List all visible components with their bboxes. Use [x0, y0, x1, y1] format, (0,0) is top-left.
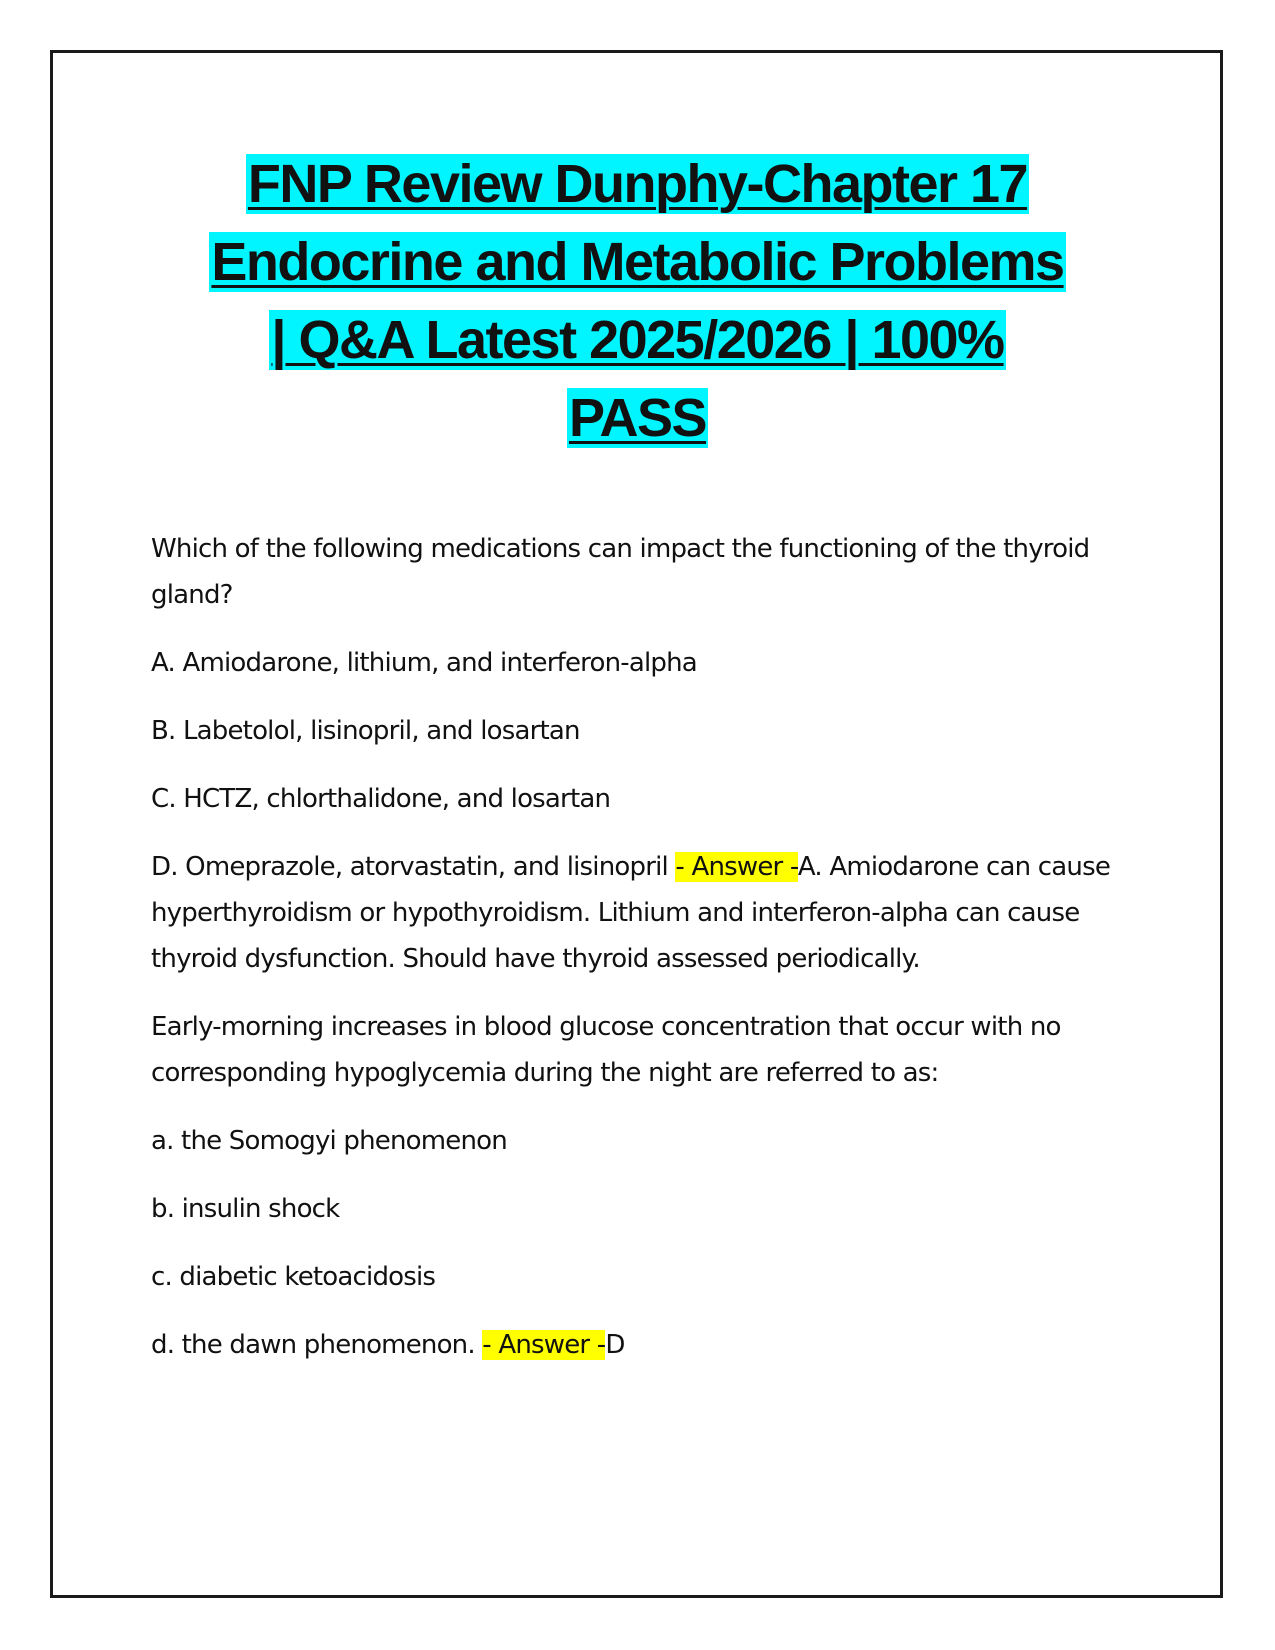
question-1-option-d-with-answer	[151, 844, 1131, 982]
document-title	[100, 145, 1175, 457]
question-2-option-b: b. insulin shock	[151, 1194, 340, 1224]
question-1-option-a: A. Amiodarone, lithium, and interferon-alpha	[151, 648, 697, 678]
question-content	[151, 526, 1131, 1390]
question-2-option-a: a. the Somogyi phenomenon	[151, 1126, 507, 1156]
title-line-1: FNP Review Dunphy-Chapter 17	[247, 154, 1028, 214]
question-1-option-c: C. HCTZ, chlorthalidone, and losartan	[151, 784, 611, 814]
answer-marker: - Answer -	[482, 1330, 606, 1360]
question-2-answer: D	[605, 1330, 625, 1360]
question-2-option-d: d. the dawn phenomenon.	[151, 1330, 483, 1360]
title-line-2: Endocrine and Metabolic Problems	[211, 232, 1064, 292]
question-1-stem: Which of the following medications can impact the functioning of the thyroid gland?	[151, 534, 1090, 610]
title-line-4: PASS	[568, 388, 707, 448]
question-2-option-d-with-answer	[151, 1322, 1131, 1368]
question-1-answer: A. Amiodarone can cause hyperthyroidism or hypothyroidism. Lithium and interferon-alpha can cause thyroid dysfunction. Should have thyroid assessed periodically.	[151, 852, 1111, 974]
answer-marker: - Answer -	[675, 852, 798, 882]
question-1-option-d: D. Omeprazole, atorvastatin, and lisinopril	[151, 852, 676, 882]
question-1-option-b: B. Labetolol, lisinopril, and losartan	[151, 716, 580, 746]
question-2-option-c: c. diabetic ketoacidosis	[151, 1262, 436, 1292]
question-2-stem: Early-morning increases in blood glucose concentration that occur with no corresponding hypoglycemia during the night are referred to as:	[151, 1012, 1061, 1088]
title-line-3: | Q&A Latest 2025/2026 | 100%	[271, 310, 1004, 370]
